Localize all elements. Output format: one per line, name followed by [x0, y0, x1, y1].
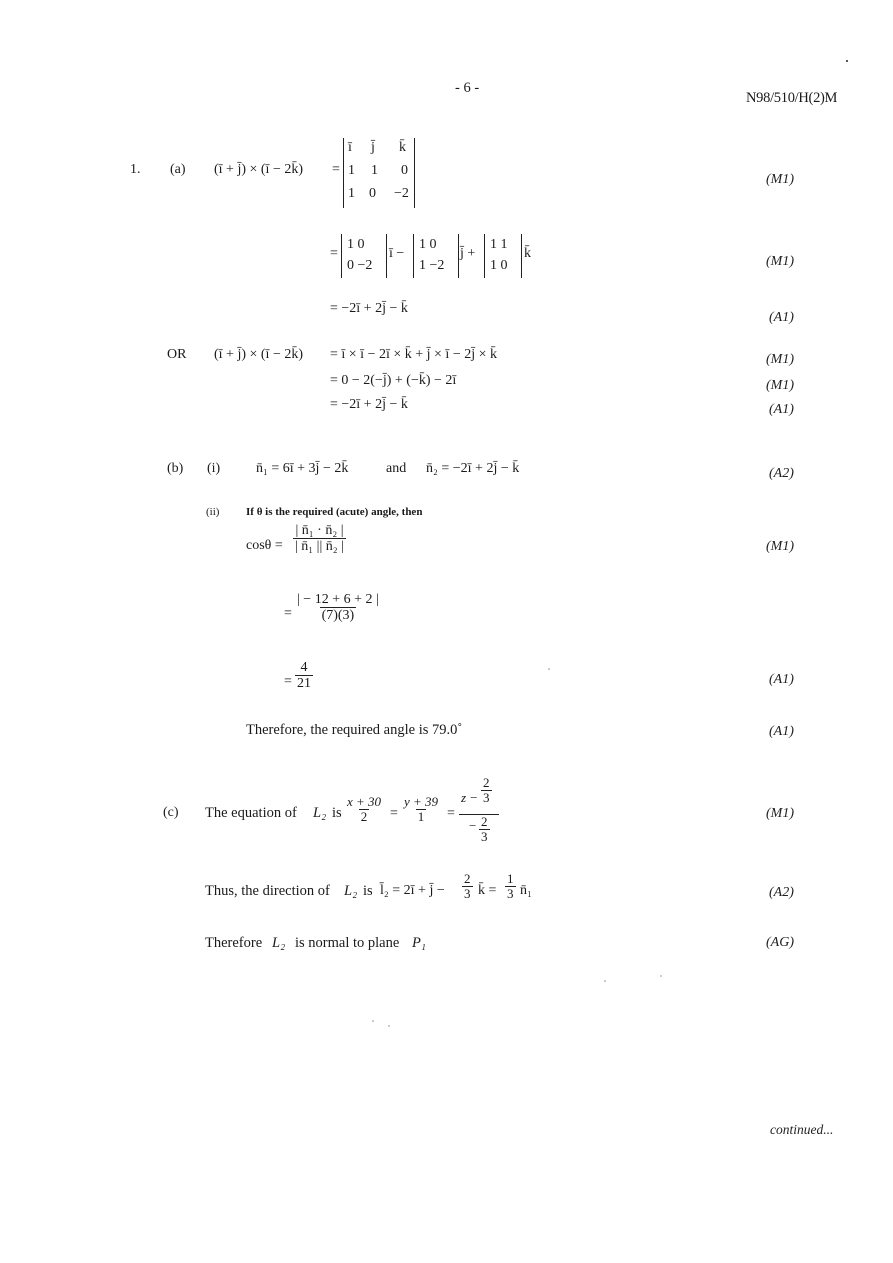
direction-text: Thus, the direction of: [205, 883, 330, 899]
minor-3: [484, 234, 522, 278]
step2-numerator: | − 12 + 6 + 2 |: [297, 592, 379, 607]
z-numerator-prefix: z −: [461, 790, 479, 805]
x-numerator: x + 30: [347, 794, 382, 809]
det-row-3-col-3: −2: [394, 186, 409, 201]
y-numerator: y + 39: [404, 794, 439, 809]
dir-frac-2-num: 1: [507, 871, 514, 886]
normal-n1: n̄₁ = 6ī + 3j̄ − 2k̄: [256, 461, 349, 476]
mark-c-ag: (AG): [766, 935, 794, 950]
direction-frac-1: [462, 872, 473, 902]
z-den-frac-denominator: 3: [481, 829, 488, 845]
part-a-equals: =: [332, 162, 340, 177]
determinant-3x3: [343, 138, 415, 208]
paper-code: N98/510/H(2)M: [746, 90, 838, 106]
part-b-i-label: (i): [207, 461, 221, 476]
normal-plane-p1: P₁: [412, 935, 426, 951]
or-cross-product: (ī + j̄) × (ī − 2k̄): [214, 347, 304, 362]
dir-frac-1-num: 2: [464, 871, 471, 886]
step3-numerator: 4: [300, 660, 308, 675]
mark-b-i: (A2): [769, 466, 794, 481]
normal-mid-text: is normal to plane: [295, 935, 400, 951]
part-c-label: (c): [163, 805, 179, 820]
mark-a-3: (A1): [769, 310, 794, 325]
mark-a-2: (M1): [766, 254, 794, 269]
minor-1-top: 1 0: [347, 237, 365, 252]
and-text: and: [386, 461, 407, 476]
or-line-1: = ī × ī − 2ī × k̄ + j̄ × ī − 2j̄ × k̄: [330, 347, 498, 362]
mark-a-6: (A1): [769, 402, 794, 417]
eq-sign-1: =: [390, 806, 398, 821]
acute-angle-text: If θ is the required (acute) angle, then: [246, 506, 423, 518]
direction-expr-a: l̄₂ = 2ī + j̄ −: [380, 883, 445, 898]
det-row-2-col-3: 0: [401, 163, 408, 178]
direction-expr-c: n̄₁: [520, 883, 532, 898]
det-row-2-col-1: 1: [348, 163, 355, 178]
expand-equals: =: [330, 246, 338, 261]
cos-numerator: | n̄₁ · n̄₂ |: [295, 523, 344, 538]
result-line: = −2ī + 2j̄ − k̄: [330, 301, 408, 316]
step2-denominator: (7)(3): [321, 608, 355, 624]
det-row-1-col-3: k̄: [399, 140, 406, 155]
z-fraction: [459, 776, 501, 856]
step2-equals: =: [284, 606, 292, 621]
minor-2: [413, 234, 459, 278]
part-b-label: (b): [167, 461, 184, 476]
minor-1-bottom: 0 −2: [347, 258, 373, 273]
step3-denominator: 21: [297, 676, 311, 692]
scan-speck: [604, 980, 606, 982]
cos-lhs: cosθ =: [246, 538, 283, 553]
det-row-1-col-1: ī: [348, 140, 352, 155]
direction-is: is: [363, 883, 373, 899]
continued-label: continued...: [770, 1122, 834, 1137]
or-label: OR: [167, 347, 187, 362]
minor-3-bottom: 1 0: [490, 258, 508, 273]
mark-a-4: (M1): [766, 352, 794, 367]
direction-l2: L₂: [344, 883, 358, 899]
mark-b-cos: (M1): [766, 539, 794, 554]
part-b-ii-label: (ii): [206, 506, 220, 518]
det-row-1-col-2: j̄: [371, 140, 375, 155]
scan-speck: [372, 1020, 374, 1022]
minor-2-top: 1 0: [419, 237, 437, 252]
scan-speck: [846, 60, 848, 62]
scan-speck: [388, 1025, 390, 1027]
x-fraction: [345, 795, 383, 825]
z-denominator-sign: −: [469, 818, 477, 833]
part-a-label: (a): [170, 162, 186, 177]
det-row-3-col-2: 0: [369, 186, 376, 201]
minor-3-tail: k̄: [524, 246, 531, 261]
y-denominator: 1: [417, 809, 425, 825]
or-line-2: = 0 − 2(−j̄) + (−k̄) − 2ī: [330, 373, 457, 388]
scan-speck: [548, 668, 550, 670]
minor-2-tail: j̄ +: [460, 246, 476, 261]
mark-a-1: (M1): [766, 172, 794, 187]
mark-b-angle: (A1): [769, 724, 794, 739]
or-line-3: = −2ī + 2j̄ − k̄: [330, 397, 408, 412]
equation-of-text: The equation of: [205, 805, 297, 821]
mark-c-direction: (A2): [769, 885, 794, 900]
step2-fraction: [295, 592, 381, 624]
z-numerator-frac: [481, 776, 492, 806]
line-l2: L₂: [313, 805, 327, 821]
page-number: - 6 -: [455, 80, 480, 96]
z-den-frac-numerator: 2: [481, 814, 488, 829]
question-number: 1.: [130, 162, 141, 177]
y-fraction: [402, 795, 440, 825]
scan-speck: [660, 975, 662, 977]
direction-expr-b: k̄ =: [478, 883, 497, 898]
normal-n2: n̄₂ = −2ī + 2j̄ − k̄: [426, 461, 520, 476]
step3-equals: =: [284, 674, 292, 689]
dir-frac-2-den: 3: [507, 886, 514, 902]
det-row-3-col-1: 1: [348, 186, 355, 201]
z-num-frac-numerator: 2: [483, 775, 490, 790]
z-num-frac-denominator: 3: [483, 790, 490, 806]
x-denominator: 2: [360, 809, 368, 825]
is-text: is: [332, 805, 342, 821]
normal-l2: L₂: [272, 935, 286, 951]
z-denominator-frac: [479, 815, 490, 845]
minor-1: [341, 234, 387, 278]
cos-fraction: [293, 523, 346, 555]
eq-sign-2: =: [447, 806, 455, 821]
minor-1-tail: ī −: [389, 246, 405, 261]
part-a-cross-product: (ī + j̄) × (ī − 2k̄): [214, 162, 304, 177]
det-row-2-col-2: 1: [371, 163, 378, 178]
dir-frac-1-den: 3: [464, 886, 471, 902]
step3-fraction: [295, 660, 313, 692]
angle-conclusion: Therefore, the required angle is 79.0˚: [246, 722, 463, 738]
mark-c-equation: (M1): [766, 806, 794, 821]
mark-a-5: (M1): [766, 378, 794, 393]
minor-2-bottom: 1 −2: [419, 258, 445, 273]
minor-3-top: 1 1: [490, 237, 508, 252]
normal-therefore: Therefore: [205, 935, 263, 951]
mark-b-value: (A1): [769, 672, 794, 687]
cos-denominator: | n̄₁ || n̄₂ |: [295, 539, 344, 555]
direction-frac-2: [505, 872, 516, 902]
